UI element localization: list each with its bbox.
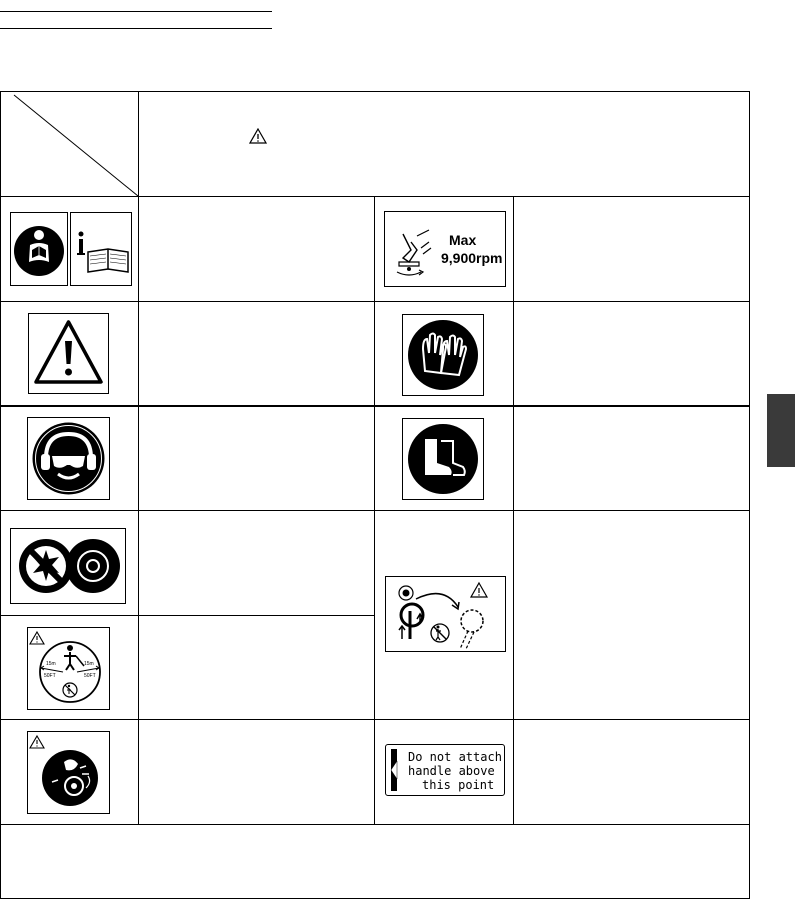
row-divider — [0, 510, 750, 511]
warning-triangle-icon — [28, 313, 109, 394]
boots-icon — [402, 418, 484, 500]
angle-right-label: 15m — [84, 661, 94, 667]
max-label: Max — [449, 232, 477, 248]
top-rule-2 — [0, 28, 272, 29]
blade-rotation-warning-icon — [385, 576, 506, 652]
thrown-objects-icon — [27, 731, 110, 814]
header-warning-icon — [249, 128, 267, 144]
gloves-icon — [402, 314, 484, 396]
angle-right-unit: 50FT — [84, 673, 96, 679]
handle-line-3: this point — [422, 778, 495, 792]
keep-distance-icon — [27, 627, 110, 710]
handle-position-icon — [385, 744, 505, 796]
blade-prohibited-icon — [10, 528, 126, 604]
row-divider — [0, 301, 750, 302]
section-tab — [767, 394, 795, 467]
row-divider — [0, 405, 750, 407]
row-divider — [0, 615, 374, 616]
row-divider — [0, 824, 750, 825]
max-speed-icon — [384, 211, 506, 287]
angle-left-unit: 50FT — [44, 673, 56, 679]
handle-line-1: Do not attach — [408, 750, 502, 764]
top-rule-1 — [0, 11, 272, 12]
angle-left-label: 15m — [46, 661, 56, 667]
rpm-label: 9,900rpm — [441, 250, 503, 266]
head-protection-icon — [27, 417, 110, 500]
column-divider — [513, 196, 514, 824]
handle-line-2: handle above — [408, 764, 495, 778]
instruction-book-icon — [70, 212, 132, 286]
row-divider — [0, 719, 750, 720]
header-diagonal — [0, 91, 139, 197]
column-divider — [374, 196, 375, 824]
column-divider — [138, 91, 139, 824]
read-manual-icon — [10, 212, 68, 286]
